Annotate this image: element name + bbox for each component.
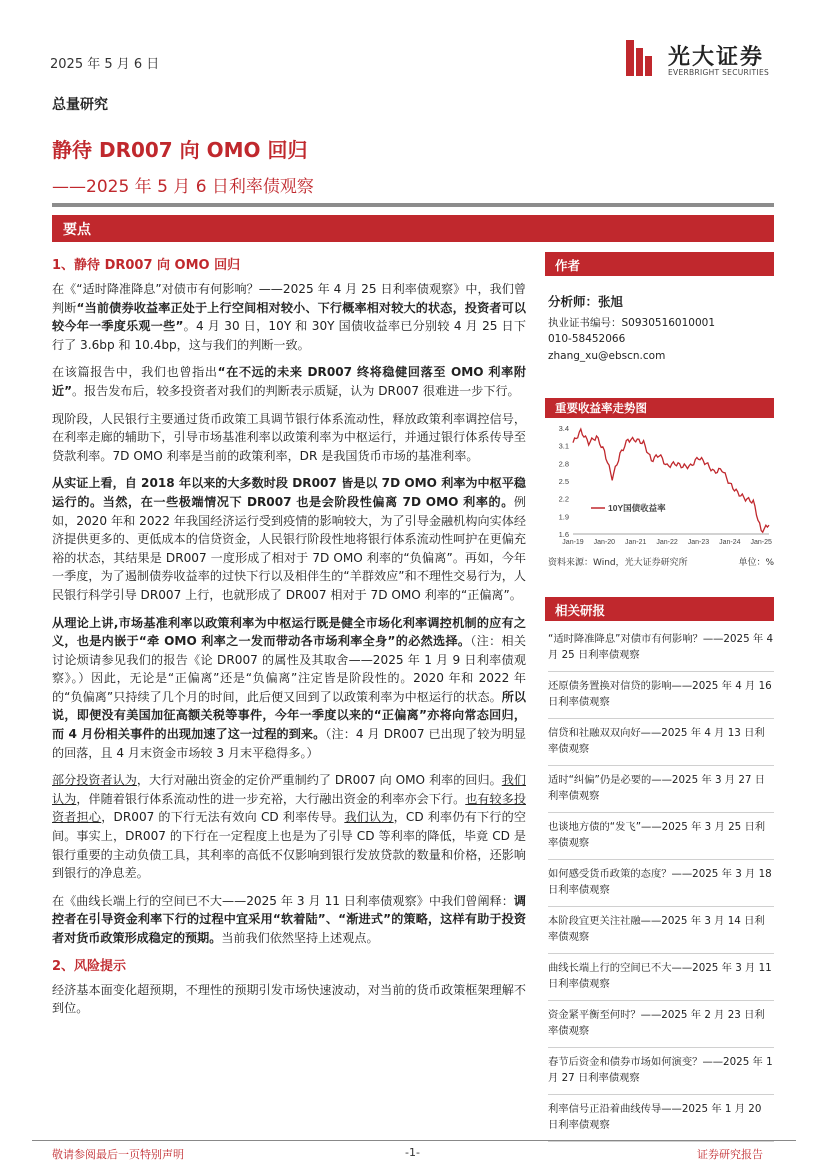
page-number: -1- xyxy=(405,1146,420,1159)
underlined-text: 我们认为 xyxy=(344,810,394,825)
analyst-name: 分析师：张旭 xyxy=(548,294,624,309)
related-reports-list xyxy=(548,632,774,1149)
bold-text: “在不远的未来 DR007 终将稳健回落至 OMO 利率附近” xyxy=(52,365,526,398)
related-report-item[interactable]: “适时降准降息”对债市有何影响？——2025 年 4 月 25 日利率债观察 xyxy=(548,632,774,672)
x-tick-label: Jan-25 xyxy=(750,539,772,546)
key-points-banner xyxy=(52,215,774,242)
related-report-item[interactable]: 利率信号正沿着曲线传导——2025 年 1 月 20 日利率债观察 xyxy=(548,1102,774,1142)
logo-english-name: EVERBRIGHT SECURITIES xyxy=(668,68,770,77)
related-report-item[interactable]: 如何感受货币政策的态度？——2025 年 3 月 18 日利率债观察 xyxy=(548,867,774,907)
chart-header xyxy=(545,398,774,418)
y-tick-label: 3.4 xyxy=(558,424,569,433)
footer-divider xyxy=(32,1140,796,1141)
cert-number: 执业证书编号：S0930516010001 xyxy=(548,317,716,329)
y-tick-label: 1.9 xyxy=(558,512,569,522)
y-tick-label: 2.5 xyxy=(558,477,569,486)
author-header-label: 作者 xyxy=(555,258,581,273)
paragraph-2 xyxy=(52,363,526,400)
key-points-label: 要点 xyxy=(63,222,91,238)
x-tick-label: Jan-23 xyxy=(687,539,710,546)
main-content xyxy=(52,256,526,1027)
paragraph-7 xyxy=(52,892,526,948)
report-date: 2025 年 5 月 6 日 xyxy=(50,57,160,72)
paragraph-3: 现阶段，人民银行主要通过货币政策工具调节银行体系流动性，释放政策利率调控信号，在利率走廊的辅助下，引导市场基准利率以政策利率为中枢运行，并通过银行体系传导至贷款利率。7D OMO 利率是当前的政策利率，DR 是我国货币市场的基准利率。 xyxy=(52,411,526,463)
related-report-item[interactable]: 还原债务置换对信贷的影响——2025 年 4 月 16 日利率债观察 xyxy=(548,679,774,719)
related-report-item[interactable]: 信贷和社融双双向好——2025 年 4 月 13 日利率债观察 xyxy=(548,726,774,766)
chart-legend xyxy=(591,503,666,513)
x-tick-label: Jan-24 xyxy=(719,539,741,546)
phone-number: 010-58452066 xyxy=(548,333,626,345)
text: （注：相关讨论烦请参见我们的报告《论 DR007 的属性及其取舍——2025 年 1 月 9 日利率债观察》。）因此，无论是“正偏离”还是“负偏离”注定皆是阶段性的。2020 年和 2022 年的“负偏离”只持续了几个月的时间，此后便又回到了以政策利率为中枢运行的状态。 xyxy=(52,634,526,704)
logo-chinese-name: 光大证券 xyxy=(668,45,765,70)
x-tick-label: Jan-19 xyxy=(562,539,584,546)
x-tick-label: Jan-20 xyxy=(593,539,616,546)
yield-chart xyxy=(545,420,774,552)
y-tick-label: 3.1 xyxy=(558,441,569,451)
bold-text: 从理论上讲,市场基准利率以政策利率为中枢运行既是健全市场化利率调控机制的应有之义，也是内嵌于“牵 OMO 利率之一发而带动各市场利率全身”的必然选择。 xyxy=(52,615,526,649)
underlined-text: 我们认为 xyxy=(52,773,526,806)
bold-text: 从实证上看，自 2018 年以来的大多数时段 DR007 皆是以 7D OMO 利率为中枢平稳运行的。当然，在一些极端情况下 DR007 也是会阶段性偏离 7D OMO 利率的。 xyxy=(52,476,526,509)
logo-mark-icon xyxy=(624,38,654,78)
text: ，CD 利率仍有下行的空间。事实上，DR007 的下行在一定程度上也是为了引导 CD 等利率的降低，毕竟 CD 是银行重要的主动负债工具，其利率的高低不仅影响到银行发放贷款的数量和价格，还影响到银行的净息差。 xyxy=(52,810,526,881)
related-reports-label: 相关研报 xyxy=(555,603,606,618)
related-report-item[interactable]: 适时“纠偏”仍是必要的——2025 年 3 月 27 日利率债观察 xyxy=(548,773,774,813)
text: 。报告发布后，较多投资者对我们的判断表示质疑，认为 DR007 很难进一步下行。 xyxy=(72,383,520,398)
related-report-item[interactable]: 本阶段宜更关注社融——2025 年 3 月 14 日利率债观察 xyxy=(548,914,774,954)
x-tick-label: Jan-22 xyxy=(656,539,678,546)
report-title: 静待 DR007 向 OMO 回归 xyxy=(52,138,308,162)
related-report-item[interactable]: 曲线长端上行的空间已不大——2025 年 3 月 11 日利率债观察 xyxy=(548,961,774,1001)
email-address: zhang_xu@ebscn.com xyxy=(548,350,666,362)
paragraph-5 xyxy=(52,614,526,763)
bold-text: “当前债券收益率正处于上行空间相对较小、下行概率相对较大的状态，投资者可以较今年一季度乐观一些” xyxy=(52,300,526,334)
text: ，伴随着银行体系流动性的进一步充裕，大行融出资金的利率亦会下行。 xyxy=(76,791,466,806)
paragraph-1 xyxy=(52,280,526,354)
company-logo xyxy=(624,38,784,82)
y-tick-label: 1.6 xyxy=(558,530,569,539)
bold-text: 调控者在引导资金利率下行的过程中宜采用“软着陆”、“渐进式”的策略，这样有助于投资者对货币政策形成稳定的预期。 xyxy=(52,893,526,945)
text: 在《“适时降准降息”对债市有何影响？——2025 年 4 月 25 日利率债观察》中，我们曾判断 xyxy=(52,282,526,315)
paragraph-6 xyxy=(52,771,526,883)
report-subtitle: ——2025 年 5 月 6 日利率债观察 xyxy=(52,177,314,197)
y-tick-label: 2.2 xyxy=(558,494,569,504)
svg-text:10Y国债收益率: 10Y国债收益率 xyxy=(608,503,666,513)
underlined-text: 也有较多投资者担心 xyxy=(52,791,526,825)
section-1-title: 1、静待 DR007 向 OMO 回归 xyxy=(52,258,241,273)
chart-title: 重要收益率走势图 xyxy=(555,401,647,415)
chart-source: 资料来源：Wind，光大证券研究所 xyxy=(548,558,688,568)
text: ，DR007 的下行无法有效向 CD 利率传导。 xyxy=(101,810,345,825)
underlined-text: 部分投资者认为 xyxy=(52,773,137,788)
report-category: 总量研究 xyxy=(52,97,108,113)
section-2-title: 2、风险提示 xyxy=(52,958,127,974)
text: 在《曲线长端上行的空间已不大——2025 年 3 月 11 日利率债观察》中我们曾阐释： xyxy=(52,893,514,908)
series-line-10y xyxy=(573,429,769,532)
chart-source-row xyxy=(548,555,774,568)
author-header xyxy=(545,252,774,276)
title-divider xyxy=(52,203,774,207)
text: 当前我们依然坚持上述观点。 xyxy=(221,931,379,945)
bold-text: 所以说，即便没有美国加征高额关税等事件，今年一季度以来的“正偏离”亦将向常态回归，而 4 月份相关事件的出现加速了这一过程的到来。 xyxy=(52,689,526,742)
related-report-item[interactable]: 也谈地方债的“发飞”——2025 年 3 月 25 日利率债观察 xyxy=(548,820,774,860)
x-tick-label: Jan-21 xyxy=(625,539,647,546)
text: （注：4 月 DR007 已出现了较为明显的回落，且 4 月末资金市场较 3 月末平稳得多。） xyxy=(52,727,526,760)
report-type-label: 证券研究报告 xyxy=(697,1148,763,1161)
paragraph-4 xyxy=(52,474,526,604)
text: 。4 月 30 日，10Y 和 30Y 国债收益率已分别较 4 月 25 日下行了 3.6bp 和 10.4bp，这与我们的判断一致。 xyxy=(52,319,526,352)
text: 例如，2020 年和 2022 年我国经济运行受到疫情的影响较大，为了引导金融机构向实体经济提供更多的、更低成本的信贷资金，人民银行阶段性地将银行体系流动性呵护在更偏充裕的状态，其结果是 DR007 一度形成了相对于 7D OMO 利率的“负偏离”。再如，今年一季度，为了遏制债券收益率的过快下行以及相伴生的“羊群效应”和不理性交易行为，人民银行科学引导 DR007 上行，也就形成了 DR007 相对于 7D OMO 利率的“正偏离”。 xyxy=(52,494,526,602)
y-tick-label: 2.8 xyxy=(558,459,569,469)
related-report-item[interactable]: 资金紧平衡至何时？——2025 年 2 月 23 日利率债观察 xyxy=(548,1008,774,1048)
disclaimer-link[interactable]: 敬请参阅最后一页特别声明 xyxy=(52,1148,184,1161)
related-reports-header xyxy=(545,597,774,621)
chart-unit: 单位：% xyxy=(738,558,774,568)
paragraph-8: 经济基本面变化超预期，不理性的预期引发市场快速波动，对当前的货币政策框架理解不到位。 xyxy=(52,982,526,1016)
text: ，大行对融出资金的定价严重制约了 DR007 向 OMO 利率的回归。 xyxy=(136,773,502,788)
text: 在该篇报告中，我们也曾指出 xyxy=(52,365,218,380)
related-report-item[interactable]: 春节后资金和债券市场如何演变？——2025 年 1 月 27 日利率债观察 xyxy=(548,1055,774,1095)
